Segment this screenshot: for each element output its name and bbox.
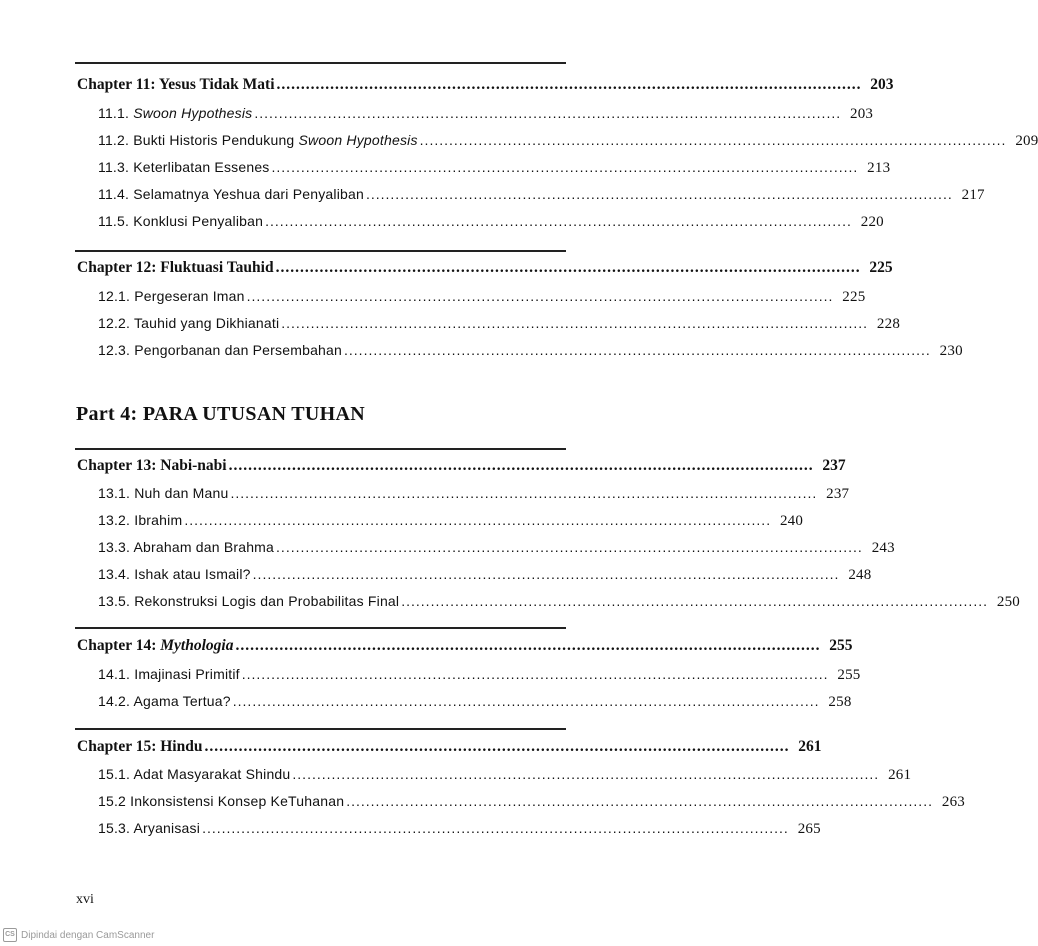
toc-entry: 13.3. Abraham dan Brahma ........................................................................................................................ 243 <box>98 539 895 556</box>
scanner-text: Dipindai dengan CamScanner <box>21 929 155 941</box>
page-number: 248 <box>848 567 872 583</box>
page-number: 255 <box>829 637 853 654</box>
page-number: 217 <box>961 187 985 203</box>
toc-entry: 13.5. Rekonstruksi Logis dan Probabilitas Final ........................................................................................................................ 250 <box>98 593 1020 610</box>
page-number: 225 <box>842 289 866 305</box>
page-number: 258 <box>828 694 852 710</box>
toc-entry: 13.2. Ibrahim ........................................................................................................................ 240 <box>98 512 804 529</box>
page-number: 230 <box>939 343 963 359</box>
toc-chapter-15: Chapter 15: Hindu ........................................................................................................................ 261 <box>77 738 822 755</box>
toc-chapter-11: Chapter 11: Yesus Tidak Mati ........................................................................................................................ 203 <box>77 76 894 93</box>
toc-entry: 14.1. Imajinasi Primitif ........................................................................................................................ 255 <box>98 666 861 683</box>
toc-entry: 11.1. Swoon Hypothesis ........................................................................................................................ 203 <box>98 105 874 122</box>
toc-entry: 13.1. Nuh dan Manu ........................................................................................................................ 237 <box>98 485 850 502</box>
camscanner-logo-icon: CS <box>3 928 17 942</box>
page-number: 240 <box>779 513 804 529</box>
page-number: 243 <box>871 540 895 556</box>
rule <box>75 250 566 252</box>
page-number: 265 <box>797 821 821 837</box>
rule <box>75 448 566 450</box>
page-number: 237 <box>826 486 850 502</box>
page-number: 261 <box>798 738 822 755</box>
toc-entry: 15.3. Aryanisasi ........................................................................................................................ 265 <box>98 820 821 837</box>
rule <box>75 728 566 730</box>
toc-entry: 15.1. Adat Masyarakat Shindu ........................................................................................................................ 261 <box>98 766 912 783</box>
page-number: 209 <box>1015 133 1038 149</box>
rule <box>75 627 566 629</box>
toc-entry: 11.5. Konklusi Penyaliban ........................................................................................................................ 220 <box>98 213 884 230</box>
toc-chapter-12: Chapter 12: Fluktuasi Tauhid ........................................................................................................................ 225 <box>77 259 893 276</box>
toc-entry: 12.3. Pengorbanan dan Persembahan ........................................................................................................................ 230 <box>98 342 963 359</box>
toc-entry: 12.2. Tauhid yang Dikhianati ........................................................................................................................ 228 <box>98 315 901 332</box>
page-number: 237 <box>822 457 846 474</box>
toc-entry: 11.3. Keterlibatan Essenes ........................................................................................................................ 213 <box>98 159 891 176</box>
toc-entry: 13.4. Ishak atau Ismail? ........................................................................................................................ 248 <box>98 566 872 583</box>
page-number: 250 <box>996 594 1020 610</box>
page-number: 203 <box>870 76 894 93</box>
page-number: 220 <box>860 214 884 230</box>
toc-entry: 15.2 Inkonsistensi Konsep KeTuhanan ........................................................................................................................ 263 <box>98 793 965 810</box>
page-number: 261 <box>888 767 912 783</box>
page-number: 225 <box>869 259 893 276</box>
rule <box>75 62 566 64</box>
page-number: 263 <box>941 794 965 810</box>
scanner-watermark <box>3 928 154 942</box>
toc-chapter-13: Chapter 13: Nabi-nabi ........................................................................................................................ 237 <box>77 457 846 474</box>
page-number: 213 <box>867 160 891 176</box>
page-number: 255 <box>837 667 861 683</box>
toc-entry: 11.2. Bukti Historis Pendukung Swoon Hypothesis ........................................................................................................................ 209 <box>98 132 1038 149</box>
page-folio: xvi <box>76 892 94 907</box>
part-heading: Part 4: PARA UTUSAN TUHAN <box>76 403 365 425</box>
page-number: 228 <box>876 316 901 332</box>
page-number: 203 <box>850 106 874 122</box>
toc-chapter-14: Chapter 14: Mythologia ........................................................................................................................ 255 <box>77 637 853 654</box>
toc-entry: 14.2. Agama Tertua? ........................................................................................................................ 258 <box>98 693 852 710</box>
toc-entry: 11.4. Selamatnya Yeshua dari Penyaliban ........................................................................................................................ 217 <box>98 186 985 203</box>
toc-entry: 12.1. Pergeseran Iman ........................................................................................................................ 225 <box>98 288 866 305</box>
